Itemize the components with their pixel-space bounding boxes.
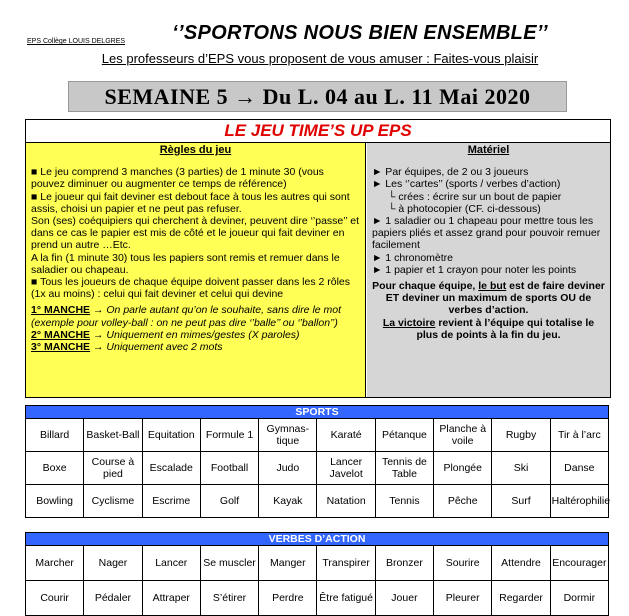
- sport-cell: Tennis: [375, 485, 433, 518]
- arrow-icon: →: [90, 341, 107, 354]
- verb-cell: Encourager: [550, 546, 608, 581]
- material-panel: [367, 143, 610, 397]
- sport-cell: Tir à l’arc: [550, 419, 608, 452]
- verb-cell: Pleurer: [434, 581, 492, 616]
- manche-label: 1° MANCHE: [31, 304, 91, 317]
- manche-text: On parle autant qu’on le souhaite, sans dire le mot (exemple pour volley-ball : on ne peut pas dire ‘’balle’’ ou ‘’ballon’’): [31, 304, 342, 329]
- verbs-header: VERBES D’ACTION: [26, 533, 609, 546]
- verb-cell: S’étirer: [200, 581, 258, 616]
- sport-cell: Bowling: [26, 485, 84, 518]
- sports-table: [25, 405, 609, 518]
- game-title: LE JEU TIME’S UP EPS: [26, 120, 610, 143]
- table-row: [26, 546, 609, 581]
- sport-cell: Kayak: [259, 485, 317, 518]
- verb-cell: Nager: [84, 546, 142, 581]
- material-subitem: └ à photocopier (CF. ci-dessous): [388, 202, 541, 215]
- rule-text: ■ Le jeu comprend 3 manches (3 parties) de 1 minute 30 (vous pouvez diminuer ou augmenter ce temps de référence): [31, 166, 324, 191]
- material-item: ► 1 papier et 1 crayon pour noter les points: [372, 263, 577, 276]
- sport-cell: Pêche: [434, 485, 492, 518]
- verb-cell: Se muscler: [200, 546, 258, 581]
- sport-cell: Lancer Javelot: [317, 452, 375, 485]
- victory-post: revient à l’équipe qui totalise le plus de points à la fin du jeu.: [416, 316, 595, 341]
- verb-cell: Dormir: [550, 581, 608, 616]
- manche-text: Uniquement avec 2 mots: [106, 341, 223, 354]
- sport-cell: Football: [200, 452, 258, 485]
- sport-cell: Tennis de Table: [375, 452, 433, 485]
- sport-cell: Golf: [200, 485, 258, 518]
- sport-cell: Plongée: [434, 452, 492, 485]
- verb-cell: Regarder: [492, 581, 550, 616]
- victory-text: [372, 317, 605, 341]
- sport-cell: Escrime: [142, 485, 200, 518]
- verb-cell: Transpirer: [317, 546, 375, 581]
- material-item: ► Les ‘’cartes’’ (sports / verbes d’action): [372, 178, 561, 191]
- sport-cell: Billard: [26, 419, 84, 452]
- verb-cell: Attendre: [492, 546, 550, 581]
- rule-text: ■ Le joueur qui fait deviner est debout face à tous les autres qui sont assis, choisi un papier et ne peut pas refuser.: [31, 190, 350, 215]
- page-subtitle: Les professeurs d’EPS vous proposent de vous amuser : Faites-vous plaisir: [101, 51, 539, 66]
- material-item: ► 1 saladier ou 1 chapeau pour mettre tous les papiers pliés et assez grand pour pouvoir remuer facilement: [372, 215, 601, 252]
- verb-cell: Jouer: [375, 581, 433, 616]
- rules-panel: [26, 143, 366, 397]
- verb-cell: Perdre: [259, 581, 317, 616]
- verb-cell: Lancer: [142, 546, 200, 581]
- table-row: [26, 581, 609, 616]
- goal-post: est de faire deviner ET deviner un maximum de sports OU de verbes d’action.: [385, 280, 605, 317]
- sport-cell: Haltérophilie: [550, 485, 608, 518]
- sport-cell: Basket-Ball: [84, 419, 142, 452]
- manche-text: Uniquement en mimes/gestes (X paroles): [106, 328, 300, 341]
- rules-header: Règles du jeu: [159, 144, 232, 156]
- table-row: [26, 419, 609, 452]
- verb-cell: Marcher: [26, 546, 84, 581]
- sport-cell: Course à pied: [84, 452, 142, 485]
- manche-3: [31, 341, 360, 353]
- verb-cell: Attraper: [142, 581, 200, 616]
- sport-cell: Gymnas-tique: [259, 419, 317, 452]
- victory-key: La victoire: [382, 316, 436, 329]
- verb-cell: Être fatigué: [317, 581, 375, 616]
- material-header: Matériel: [467, 144, 510, 156]
- sport-cell: Rugby: [492, 419, 550, 452]
- material-item: ► Par équipes, de 2 ou 3 joueurs: [372, 166, 529, 179]
- table-row: [26, 452, 609, 485]
- verbs-table: [25, 532, 609, 616]
- goal-text: [372, 280, 605, 317]
- material-item: ► 1 chronomètre: [372, 251, 454, 264]
- sport-cell: Natation: [317, 485, 375, 518]
- arrow-icon: →: [90, 328, 107, 341]
- sport-cell: Formule 1: [200, 419, 258, 452]
- sport-cell: Ski: [492, 452, 550, 485]
- table-row: [26, 485, 609, 518]
- rule-text: Son (ses) coéquipiers qui cherchent à deviner, peuvent dire ‘’passe’’ et dans ce cas le papier est mis de côté et le joueur qui fait deviner en prend un autre …Etc.: [31, 215, 360, 252]
- sport-cell: Boxe: [26, 452, 84, 485]
- rule-text: ■ Tous les joueurs de chaque équipe doivent passer dans les 2 rôles (1x au moins) : celui qui fait deviner et celui qui devine: [31, 276, 351, 301]
- material-subitem: └ crées : écrire sur un bout de papier: [388, 190, 562, 203]
- arrow-icon: →: [90, 304, 107, 317]
- game-box: [25, 119, 611, 398]
- sport-cell: Surf: [492, 485, 550, 518]
- sport-cell: Danse: [550, 452, 608, 485]
- school-name: EPS Collège LOUIS DELGRES: [27, 38, 126, 45]
- rule-text: A la fin (1 minute 30) tous les papiers sont remis et remuer dans le saladier ou chapeau.: [31, 251, 340, 276]
- manche-label: 2° MANCHE: [31, 328, 91, 341]
- sport-cell: Escalade: [142, 452, 200, 485]
- sports-header: SPORTS: [26, 406, 609, 419]
- verb-cell: Bronzer: [375, 546, 433, 581]
- sport-cell: Equitation: [142, 419, 200, 452]
- sport-cell: Cyclisme: [84, 485, 142, 518]
- verb-cell: Pédaler: [84, 581, 142, 616]
- goal-key: le but: [478, 280, 507, 293]
- sport-cell: Karaté: [317, 419, 375, 452]
- week-banner: SEMAINE 5 → Du L. 04 au L. 11 Mai 2020: [68, 81, 567, 112]
- sport-cell: Judo: [259, 452, 317, 485]
- goal-pre: Pour chaque équipe,: [372, 280, 479, 293]
- sport-cell: Pétanque: [375, 419, 433, 452]
- sport-cell: Planche à voile: [434, 419, 492, 452]
- manche-label: 3° MANCHE: [31, 341, 91, 354]
- verb-cell: Courir: [26, 581, 84, 616]
- manche-2: [31, 329, 360, 341]
- page-title: ‘’SPORTONS NOUS BIEN ENSEMBLE’’: [172, 22, 548, 44]
- verb-cell: Sourire: [434, 546, 492, 581]
- verb-cell: Manger: [259, 546, 317, 581]
- manche-1: [31, 304, 360, 328]
